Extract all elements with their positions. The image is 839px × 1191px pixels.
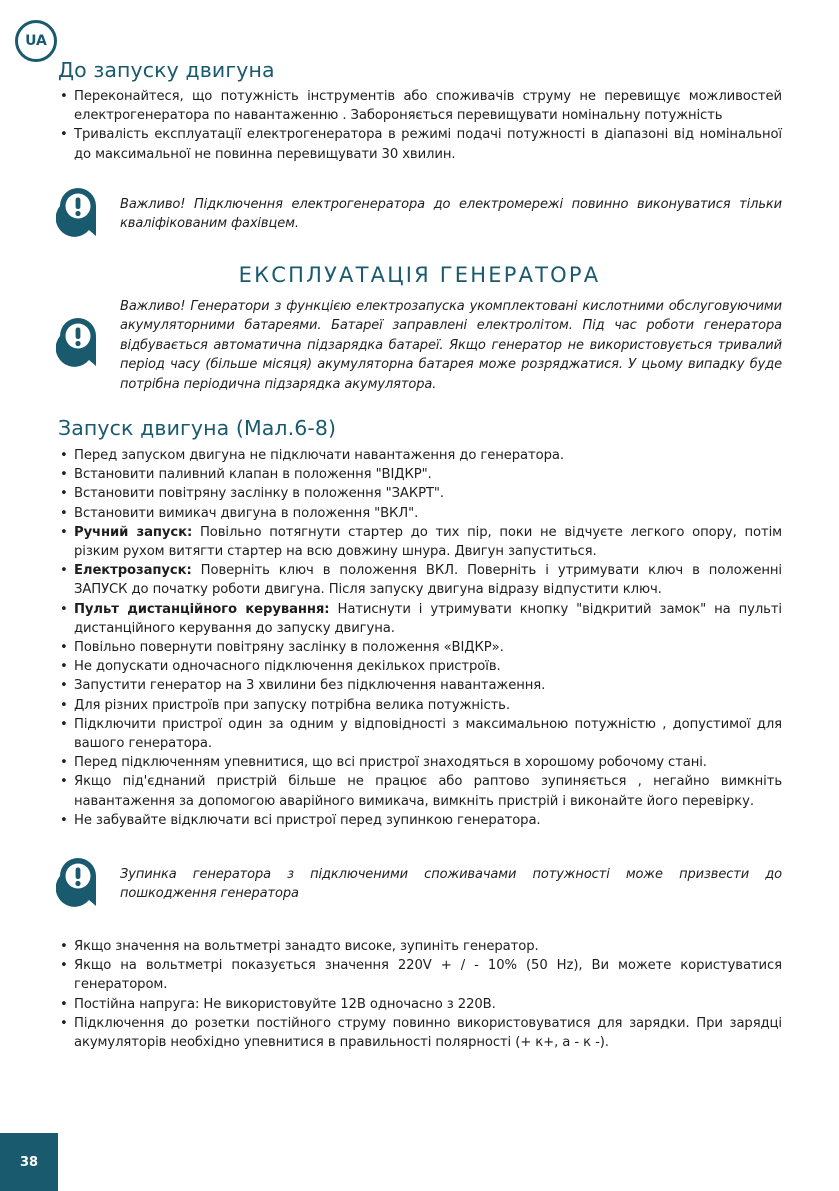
page-number: 38 — [0, 1133, 58, 1191]
list-item: • Ручний запуск: Повільно потягнути стартер до тих пір, поки не відчуєте легкого опору, потім різким рухом витягти стартер на всю довжину шнура. Двигун запуститься. — [60, 523, 782, 561]
list-item: • Підключити пристрої один за одним у відповідності з максимальною потужністю , допустимої для вашого генератора. — [60, 715, 782, 753]
warning-note-battery: Важливо! Генератори з функцією електрозапуска укомплектовані кислотними обслуговуючими акумуляторними батареями. Батареї заправлені електролітом. Під час роботи генератора відбувається автоматична підзарядка батареї. Якщо генератор не використовується тривалий період часу (більше місяця) акумуляторна батарея може розряджатися. У цьому випадку буде потрібна періодична підзарядка акумулятора. — [120, 299, 782, 392]
list-item: • Пульт дистанційного керування: Натиснути і утримувати кнопку "відкритий замок" на пульті дистанційного керування до запуску двигуна. — [60, 600, 782, 638]
warning-note-qualified: Важливо! Підключення електрогенератора до електромережі повинно виконуватися тільки кваліфікованим фахівцем. — [120, 197, 782, 232]
list-item: • Запустити генератор на 3 хвилини без підключення навантаження. — [60, 676, 782, 695]
list-item: • Встановити повітряну заслінку в положення "ЗАКРТ". — [60, 484, 782, 503]
list-item: • Не забувайте відключати всі пристрої перед зупинкою генератора. — [60, 811, 782, 830]
list-item: • Перед запуском двигуна не підключати навантаження до генератора. — [60, 446, 782, 465]
list-item: • Постійна напруга: Не використовуйте 12В одночасно з 220В. — [60, 995, 782, 1014]
list-item: • Не допускати одночасного підключення декількох пристроїв. — [60, 657, 782, 676]
list-item: • Встановити вимикач двигуна в положення "ВКЛ". — [60, 504, 782, 523]
section-title-engine-start: Запуск двигуна (Мал.6-8) — [58, 416, 337, 440]
warning-icon — [56, 314, 100, 370]
list-item: • Для різних пристроїв при запуску потрібна велика потужність. — [60, 696, 782, 715]
list-item: • Перед підключенням упевнитися, що всі пристрої знаходяться в хорошому робочому стані. — [60, 753, 782, 772]
section-title-before-start: До запуску двигуна — [58, 58, 275, 82]
list-item: • Тривалість експлуатації електрогенератора в режимі подачі потужності в діапазоні від номінальної до максимальної не повинна перевищувати 30 хвилин. — [60, 125, 782, 163]
list-item: • Якщо під'єднаний пристрій більше не працює або раптово зупиняється , негайно вимкніть навантаження за допомогою аварійного вимикача, вимкніть пристрій і виконайте його перевірку. — [60, 772, 782, 810]
list-item: • Електрозапуск: Поверніть ключ в положення ВКЛ. Поверніть і утримувати ключ в положенні ЗАПУСК до початку роботи двигуна. Після запуску двигуна відразу відпустити ключ. — [60, 561, 782, 599]
warning-note-shutdown: Зупинка генератора з підключеними споживачами потужності може призвести до пошкодження генератора — [120, 867, 782, 902]
language-badge: UA — [15, 20, 57, 62]
list-item: • Підключення до розетки постійного струму повинно використовуватися для зарядки. При зарядці акумуляторів необхідно упевнитися в правильності полярності (+ к+, а - к -). — [60, 1014, 782, 1052]
before-start-list — [60, 87, 782, 164]
engine-start-list — [60, 446, 782, 830]
section-title-operation: ЕКСПЛУАТАЦІЯ ГЕНЕРАТОРА — [238, 263, 601, 287]
list-item: • Переконайтеся, що потужність інструментів або споживачів струму не перевищує можливостей електрогенератора по навантаженню . Забороняється перевищувати номінальну потужність — [60, 87, 782, 125]
list-item: • Встановити паливний клапан в положення "ВІДКР". — [60, 465, 782, 484]
list-item: • Якщо значення на вольтметрі занадто високе, зупиніть генератор. — [60, 937, 782, 956]
list-item: • Повільно повернути повітряну заслінку в положення «ВІДКР». — [60, 638, 782, 657]
warning-icon — [56, 184, 100, 240]
warning-icon — [56, 854, 100, 910]
list-item: • Якщо на вольтметрі показується значення 220V + / - 10% (50 Hz), Ви можете користуватися генератором. — [60, 956, 782, 994]
voltage-list — [60, 937, 782, 1052]
